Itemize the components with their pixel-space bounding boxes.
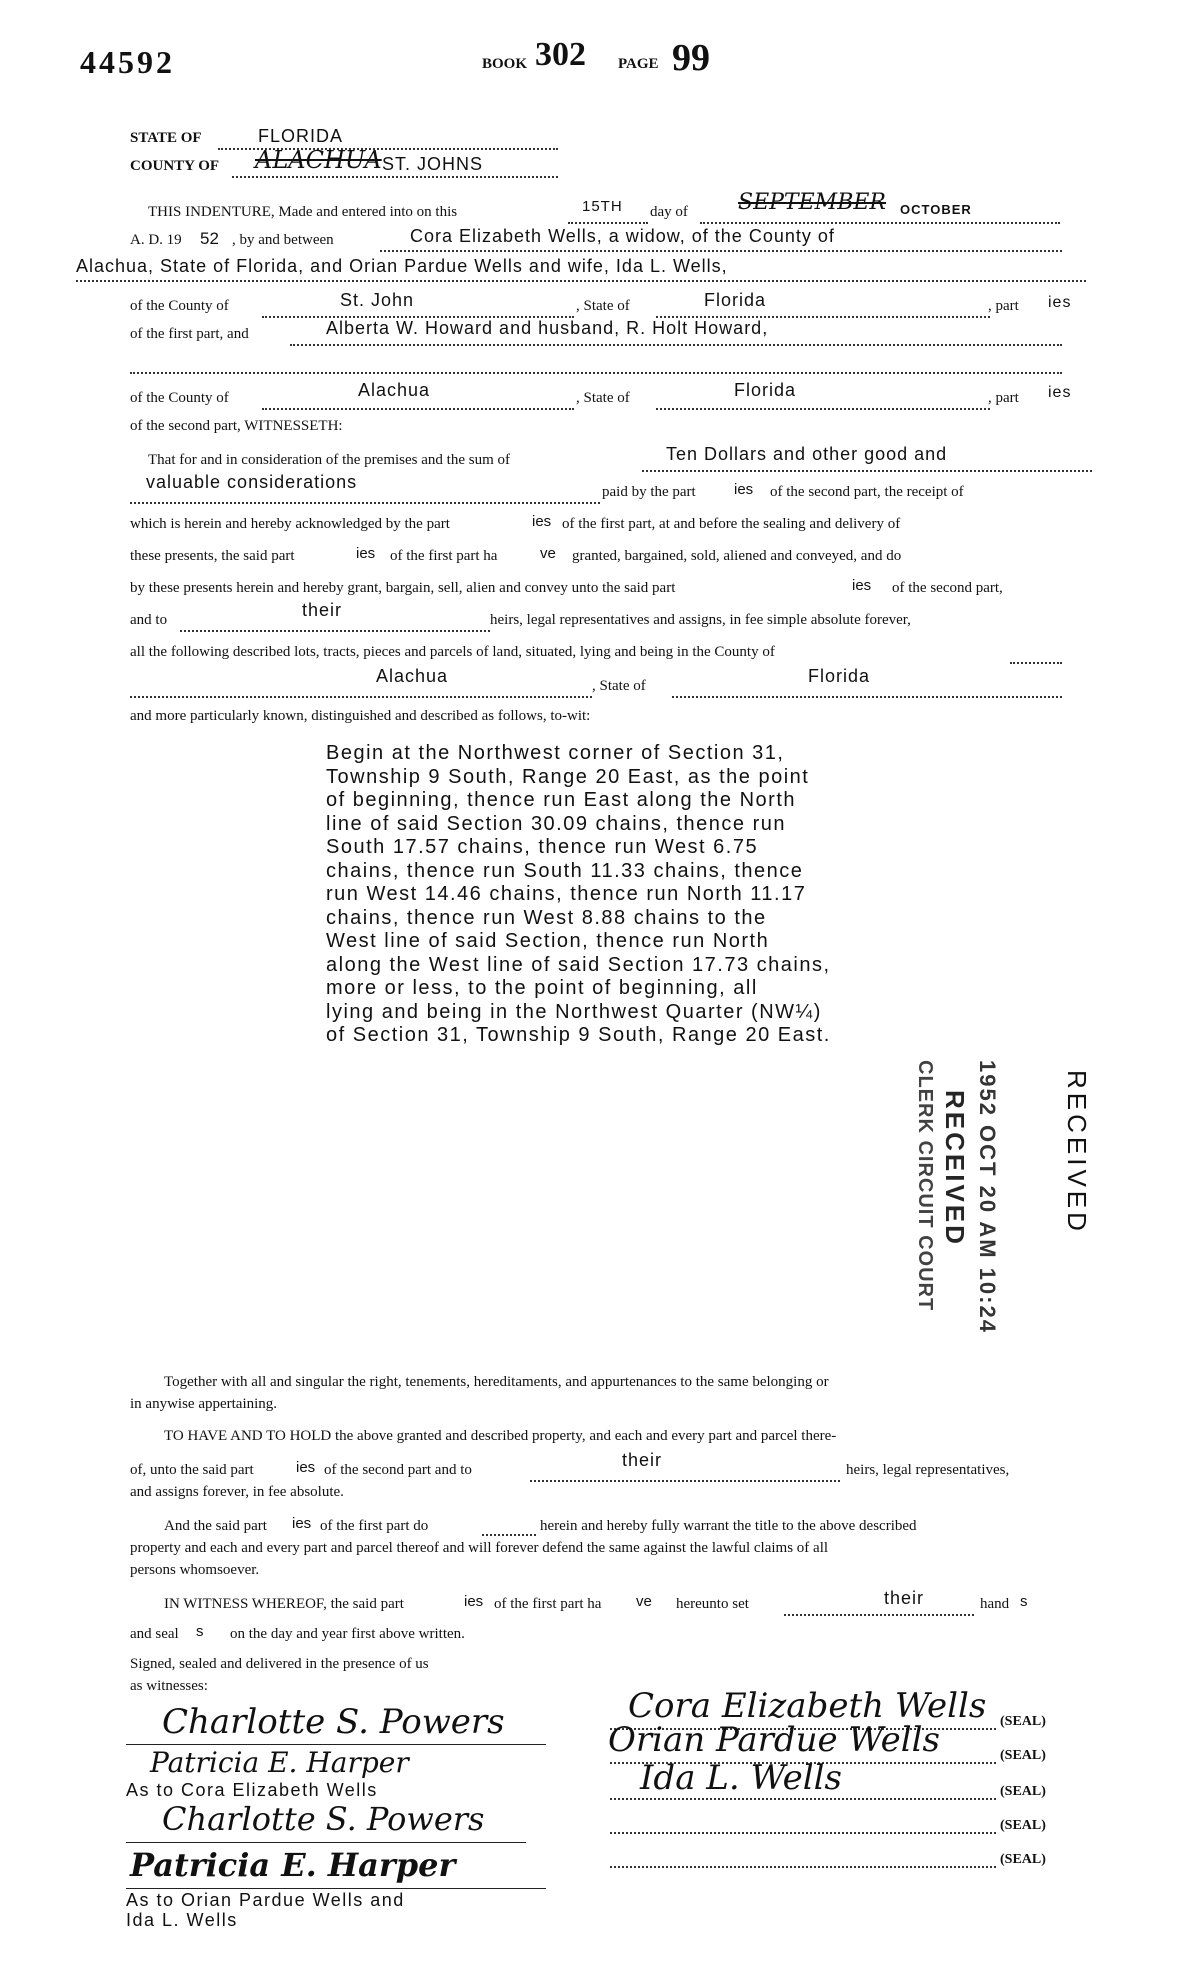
warrant-line3: persons whomsoever. xyxy=(130,1562,260,1578)
legal-line: along the West line of said Section 17.73 chains, xyxy=(326,953,831,976)
consideration-label: That for and in consideration of the premises and the sum of xyxy=(148,452,510,468)
paid-suffix: ies xyxy=(734,481,754,498)
day-value: 15TH xyxy=(582,198,623,215)
county-label: COUNTY OF xyxy=(130,158,220,174)
legal-line: Township 9 South, Range 20 East, as the point xyxy=(326,765,810,788)
habendum-value: their xyxy=(622,1450,663,1470)
seal-label-4: (SEAL) xyxy=(1000,1818,1046,1833)
warrant-suffix: ies xyxy=(292,1515,312,1532)
legal-line: chains, thence run West 8.88 chains to the xyxy=(326,906,767,929)
together-line2: in anywise appertaining. xyxy=(130,1396,278,1412)
seal-s: s xyxy=(196,1623,204,1640)
heirs-b: heirs, legal representatives and assigns, in fee simple absolute forever, xyxy=(490,612,911,628)
state-label: STATE OF xyxy=(130,130,202,146)
witness-suffix: ies xyxy=(464,1593,484,1610)
year-value: 52 xyxy=(200,229,219,248)
habendum-a: of, unto the said part xyxy=(130,1462,254,1478)
between-label: , by and between xyxy=(232,232,334,248)
signed-line1: Signed, sealed and delivered in the presence of us xyxy=(130,1656,429,1672)
stamp-office: CLERK CIRCUIT COURT xyxy=(914,1060,936,1312)
warrant-line2: property and each and every part and parcel thereof and will forever defend the same against the lawful claims of all xyxy=(130,1540,829,1556)
warrant-a: And the said part xyxy=(164,1518,267,1534)
as-to-line-1: As to Cora Elizabeth Wells xyxy=(126,1780,378,1800)
witness-sig1-line xyxy=(126,1744,546,1745)
described-label: and more particularly known, distinguished and described as follows, to-wit: xyxy=(130,708,591,724)
legal-line: chains, thence run South 11.33 chains, thence xyxy=(326,859,804,882)
as-to-line-2: As to Orian Pardue Wells and xyxy=(126,1890,405,1910)
witness-signature-4: Patricia E. Harper xyxy=(130,1846,456,1884)
part1-suffix: ies xyxy=(1048,294,1072,311)
habendum-underline xyxy=(530,1462,840,1482)
presents-have: ve xyxy=(540,545,556,562)
legal-line: more or less, to the point of beginning, all xyxy=(326,977,758,999)
grantor-signature-2: Orian Pardue Wells xyxy=(608,1720,940,1760)
signed-line2: as witnesses: xyxy=(130,1678,208,1694)
witness-signature-2: Patricia E. Harper xyxy=(150,1746,409,1779)
grantor-line-3 xyxy=(610,1782,996,1800)
presents-b: of the first part ha xyxy=(390,548,498,564)
legal-line: of beginning, thence run East along the North xyxy=(326,789,796,811)
witness-b: of the first part ha xyxy=(494,1596,602,1612)
county2-label: of the County of xyxy=(130,390,229,406)
warrant-c: herein and hereby fully warrant the title to the above described xyxy=(540,1518,917,1534)
grantor-line-5 xyxy=(610,1850,996,1868)
witness-value: their xyxy=(884,1588,925,1608)
state2-value: Florida xyxy=(734,380,797,400)
grantor-signature-1: Cora Elizabeth Wells xyxy=(628,1686,987,1726)
legal-line: Begin at the Northwest corner of Section 31, xyxy=(326,742,785,764)
month-struck-value: SEPTEMBER xyxy=(738,190,886,215)
convey-suffix: ies xyxy=(852,577,872,594)
stamp-date: 1952 OCT 20 AM 10:24 xyxy=(975,1060,1000,1334)
day-label: day of xyxy=(650,204,688,220)
sum-line2: valuable considerations xyxy=(146,472,358,492)
lots-line: all the following described lots, tracts, pieces and parcels of land, situated, lying and being in the County of xyxy=(130,644,775,660)
book-label: BOOK xyxy=(482,56,528,72)
witness-c: hereunto set xyxy=(676,1596,749,1612)
county1-label: of the County of xyxy=(130,298,229,314)
lots-underline xyxy=(1010,644,1062,664)
habendum-suffix: ies xyxy=(296,1459,316,1476)
party2-value: Alberta W. Howard and husband, R. Holt Howard, xyxy=(326,318,769,338)
witness-sig3-line xyxy=(126,1842,526,1843)
grantor-line-4 xyxy=(610,1816,996,1834)
convey-a: by these presents herein and hereby grant, bargain, sell, alien and convey unto the said part xyxy=(130,580,676,596)
second-part-label: of the second part, WITNESSETH: xyxy=(130,418,343,434)
acknowledged-b: of the first part, at and before the sealing and delivery of xyxy=(562,516,901,532)
paid-label-b: of the second part, the receipt of xyxy=(770,484,964,500)
habendum-line3: and assigns forever, in fee absolute. xyxy=(130,1484,344,1500)
state2-underline xyxy=(656,390,990,410)
witness-sig4-line xyxy=(126,1888,546,1889)
seal-label-2: (SEAL) xyxy=(1000,1748,1046,1763)
legal-line: lying and being in the Northwest Quarter (NW¼) xyxy=(326,1000,822,1023)
book-number: 302 xyxy=(535,36,586,73)
document-number: 44592 xyxy=(80,44,175,80)
state3-label: , State of xyxy=(592,678,646,694)
presents-c: granted, bargained, sold, aliened and conveyed, and do xyxy=(572,548,902,564)
part2-suffix: ies xyxy=(1048,384,1072,401)
first-part-label: of the first part, and xyxy=(130,326,249,342)
legal-line: of Section 31, Township 9 South, Range 20 East. xyxy=(326,1024,831,1046)
presents-suffix: ies xyxy=(356,545,376,562)
legal-line: line of said Section 30.09 chains, thence run xyxy=(326,812,786,835)
as-to-line-3: Ida L. Wells xyxy=(126,1910,238,1930)
presents-a: these presents, the said part xyxy=(130,548,295,564)
state1-label: , State of xyxy=(576,298,630,314)
warrant-b: of the first part do xyxy=(320,1518,429,1534)
legal-line: South 17.57 chains, thence run West 6.75 xyxy=(326,836,759,858)
habendum-c: heirs, legal representatives, xyxy=(846,1462,1010,1478)
heirs-value: their xyxy=(302,600,343,620)
convey-b: of the second part, xyxy=(892,580,1003,596)
indenture-intro: THIS INDENTURE, Made and entered into on this xyxy=(148,204,458,220)
legal-line: run West 14.46 chains, thence run North 11.17 xyxy=(326,883,807,905)
page-number: 99 xyxy=(672,37,710,79)
seal-a: and seal xyxy=(130,1626,179,1642)
witness-signature-3: Charlotte S. Powers xyxy=(162,1800,485,1838)
county-struck-value: ALACHUA xyxy=(255,146,382,174)
state2-label: , State of xyxy=(576,390,630,406)
witness-underline xyxy=(784,1596,974,1616)
paid-label-a: paid by the part xyxy=(602,484,696,500)
grantor-signature-3: Ida L. Wells xyxy=(640,1758,842,1798)
county3-underline xyxy=(130,678,592,698)
witness-have: ve xyxy=(636,1593,652,1610)
ad-label: A. D. 19 xyxy=(130,232,182,248)
part2-label: , part xyxy=(988,390,1019,406)
part1-label: , part xyxy=(988,298,1019,314)
county1-underline xyxy=(262,298,574,318)
party1-line1: Cora Elizabeth Wells, a widow, of the County of xyxy=(410,226,835,246)
party1-line2: Alachua, State of Florida, and Orian Pardue Wells and wife, Ida L. Wells, xyxy=(76,256,728,276)
together-line: Together with all and singular the right, tenements, hereditaments, and appurtenances to the same belonging or xyxy=(164,1374,829,1390)
stamp-word: RECEIVED xyxy=(940,1090,970,1247)
county-value: ST. JOHNS xyxy=(382,154,484,174)
received-stamp-text: RECEIVED xyxy=(1062,1070,1092,1235)
state-value: FLORIDA xyxy=(258,126,344,146)
blank-line xyxy=(130,354,1062,374)
page-label: PAGE xyxy=(618,56,659,72)
state1-value: Florida xyxy=(704,290,767,310)
acknowledged-a: which is herein and hereby acknowledged by the part xyxy=(130,516,450,532)
witness-d: hand xyxy=(980,1596,1010,1612)
month-value: OCTOBER xyxy=(900,202,972,217)
witness-a: IN WITNESS WHEREOF, the said part xyxy=(164,1596,404,1612)
legal-description xyxy=(326,742,831,1048)
seal-b: on the day and year first above written. xyxy=(230,1626,465,1642)
heirs-a: and to xyxy=(130,612,168,628)
warrant-underline xyxy=(482,1518,536,1536)
seal-label-5: (SEAL) xyxy=(1000,1852,1046,1867)
habendum-b: of the second part and to xyxy=(324,1462,472,1478)
sum-line1: Ten Dollars and other good and xyxy=(666,444,948,464)
seal-label-1: (SEAL) xyxy=(1000,1714,1046,1729)
clerk-stamp xyxy=(900,1060,1030,1334)
seal-label-3: (SEAL) xyxy=(1000,1784,1046,1799)
habendum-line1: TO HAVE AND TO HOLD the above granted and described property, and each and every part and parcel there- xyxy=(164,1428,837,1444)
witness-hand-s: s xyxy=(1020,1593,1028,1610)
witness-signature-1: Charlotte S. Powers xyxy=(162,1702,505,1742)
legal-line: West line of said Section, thence run North xyxy=(326,930,770,952)
county3-value: Alachua xyxy=(376,666,449,686)
acknowledged-suffix: ies xyxy=(532,513,552,530)
state3-value: Florida xyxy=(808,666,871,686)
county1-value: St. John xyxy=(340,290,415,310)
county2-value: Alachua xyxy=(358,380,431,400)
